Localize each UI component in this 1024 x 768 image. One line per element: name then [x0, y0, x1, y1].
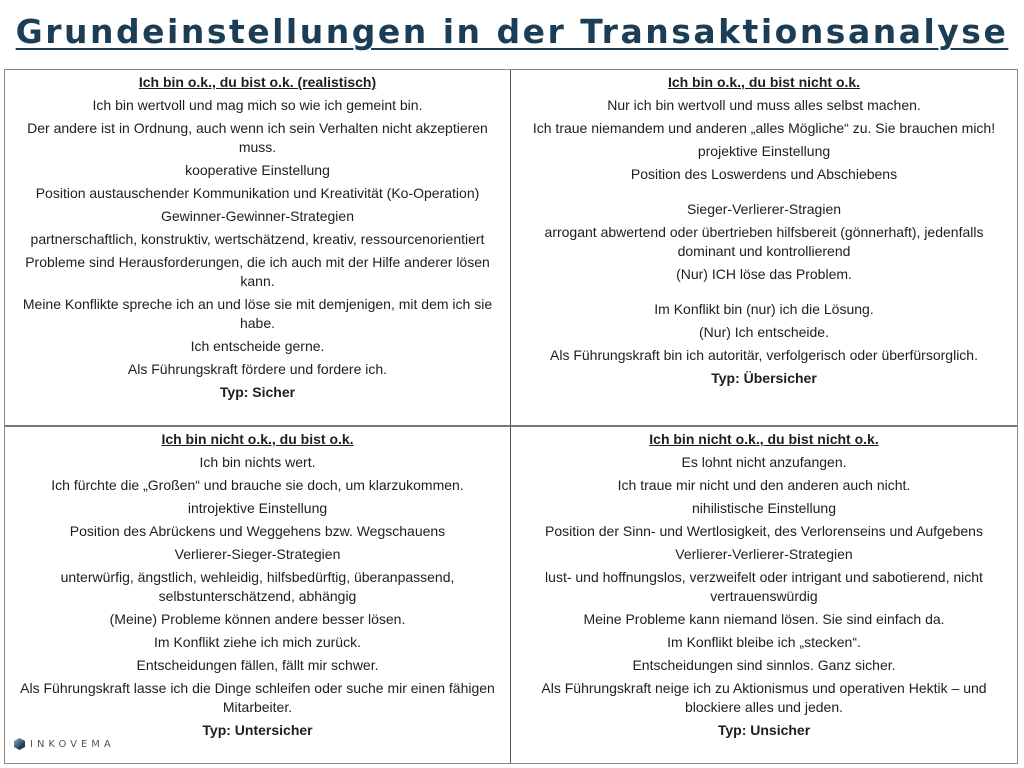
quadrant-line: Probleme sind Herausforderungen, die ich auch mit der Hilfe anderer lösen kann. — [25, 254, 490, 289]
quadrant-heading: Ich bin o.k., du bist o.k. (realistisch) — [138, 74, 377, 90]
quadrant-heading: Ich bin nicht o.k., du bist o.k. — [161, 431, 354, 447]
quadrant-line: introjektive Einstellung — [187, 500, 328, 516]
quadrant-line: Position des Abrückens und Weggehens bzw. Wegschauens — [69, 523, 446, 539]
quadrant-line: partnerschaftlich, konstruktiv, wertschätzend, kreativ, ressourcenorientiert — [30, 231, 485, 247]
quadrant-line: Als Führungskraft lasse ich die Dinge schleifen oder suche mir einen fähigen Mitarbeiter. — [20, 680, 495, 715]
quadrant-heading: Ich bin nicht o.k., du bist nicht o.k. — [649, 431, 879, 447]
quadrant-line: arrogant abwertend oder übertrieben hilfsbereit (gönnerhaft), jedenfalls dominant und kontrollierend — [544, 224, 984, 259]
quadrant-ok-ok — [5, 70, 511, 427]
quadrant-ok-not-ok — [511, 70, 1017, 427]
quadrant-line: Entscheidungen fällen, fällt mir schwer. — [136, 657, 379, 673]
quadrant-line: Als Führungskraft bin ich autoritär, verfolgerisch oder überfürsorglich. — [550, 347, 978, 363]
spacer — [517, 188, 1011, 200]
quadrant-line: Ich fürchte die „Großen“ und brauche sie doch, um klarzukommen. — [51, 477, 464, 493]
quadrant-line: unterwürfig, ängstlich, wehleidig, hilfsbedürftig, überanpassend, selbstunterschätzend, abhängig — [60, 569, 455, 604]
quadrant-type: Typ: Untersicher — [202, 722, 313, 738]
quadrant-type: Typ: Sicher — [219, 384, 296, 400]
quadrant-line: (Meine) Probleme können andere besser lösen. — [109, 611, 406, 627]
logo-mark-icon — [14, 738, 25, 750]
quadrant-line: Im Konflikt bleibe ich „stecken“. — [667, 634, 861, 650]
quadrant-line: lust- und hoffnungslos, verzweifelt oder intrigant und sabotierend, nicht vertrauenswürdig — [545, 569, 983, 604]
quadrant-heading: Ich bin o.k., du bist nicht o.k. — [667, 74, 861, 90]
quadrant-line: Als Führungskraft neige ich zu Aktionismus und operativen Hektik – und blockiere alles und jeden. — [541, 680, 987, 715]
quadrant-line: (Nur) Ich entscheide. — [699, 324, 829, 340]
quadrant-line: Als Führungskraft fördere und fordere ich. — [127, 361, 388, 377]
quadrant-line: projektive Einstellung — [697, 143, 831, 159]
quadrant-line: Position austauschender Kommunikation und Kreativität (Ko-Operation) — [35, 185, 480, 201]
quadrant-line: Entscheidungen sind sinnlos. Ganz sicher. — [632, 657, 896, 673]
quadrant-line: Ich entscheide gerne. — [190, 338, 325, 354]
quadrant-line: Meine Konflikte spreche ich an und löse sie mit demjenigen, mit dem ich sie habe. — [22, 296, 493, 331]
quadrant-line: kooperative Einstellung — [185, 162, 330, 178]
page-title-text: Grundeinstellungen in der Transaktionsanalyse — [15, 12, 1009, 51]
quadrant-line: Position der Sinn- und Wertlosigkeit, des Verlorenseins und Aufgebens — [545, 523, 983, 539]
quadrant-line: Ich bin nichts wert. — [199, 454, 316, 470]
quadrant-line: Es lohnt nicht anzufangen. — [681, 454, 847, 470]
quadrant-line: nihilistische Einstellung — [692, 500, 836, 516]
quadrant-not-ok-not-ok — [511, 427, 1017, 763]
quadrant-line: Nur ich bin wertvoll und muss alles selbst machen. — [607, 97, 921, 113]
quadrant-not-ok-ok — [5, 427, 511, 763]
logo-text: INKOVEMA — [30, 738, 115, 750]
quadrant-line: (Nur) ICH löse das Problem. — [676, 266, 852, 282]
quadrant-line: Im Konflikt bin (nur) ich die Lösung. — [654, 301, 874, 317]
quadrant-line: Gewinner-Gewinner-Strategien — [161, 208, 354, 224]
quadrant-line: Ich traue niemandem und anderen „alles Mögliche“ zu. Sie brauchen mich! — [532, 120, 996, 136]
inkovema-logo — [14, 738, 115, 750]
quadrant-line: Verlierer-Verlierer-Strategien — [675, 546, 853, 562]
quadrant-type: Typ: Übersicher — [711, 370, 817, 386]
quadrant-line: Ich traue mir nicht und den anderen auch nicht. — [617, 477, 911, 493]
spacer — [517, 288, 1011, 300]
quadrant-line: Sieger-Verlierer-Stragien — [686, 201, 842, 217]
quadrant-line: Meine Probleme kann niemand lösen. Sie sind einfach da. — [583, 611, 945, 627]
attitudes-grid — [4, 69, 1018, 764]
quadrant-line: Verlierer-Sieger-Strategien — [174, 546, 341, 562]
quadrant-line: Ich bin wertvoll und mag mich so wie ich gemeint bin. — [92, 97, 423, 113]
page-title — [0, 12, 1024, 51]
quadrant-type: Typ: Unsicher — [717, 722, 811, 738]
quadrant-line: Im Konflikt ziehe ich mich zurück. — [154, 634, 361, 650]
quadrant-line: Position des Loswerdens und Abschiebens — [630, 166, 898, 182]
quadrant-line: Der andere ist in Ordnung, auch wenn ich sein Verhalten nicht akzeptieren muss. — [27, 120, 488, 155]
